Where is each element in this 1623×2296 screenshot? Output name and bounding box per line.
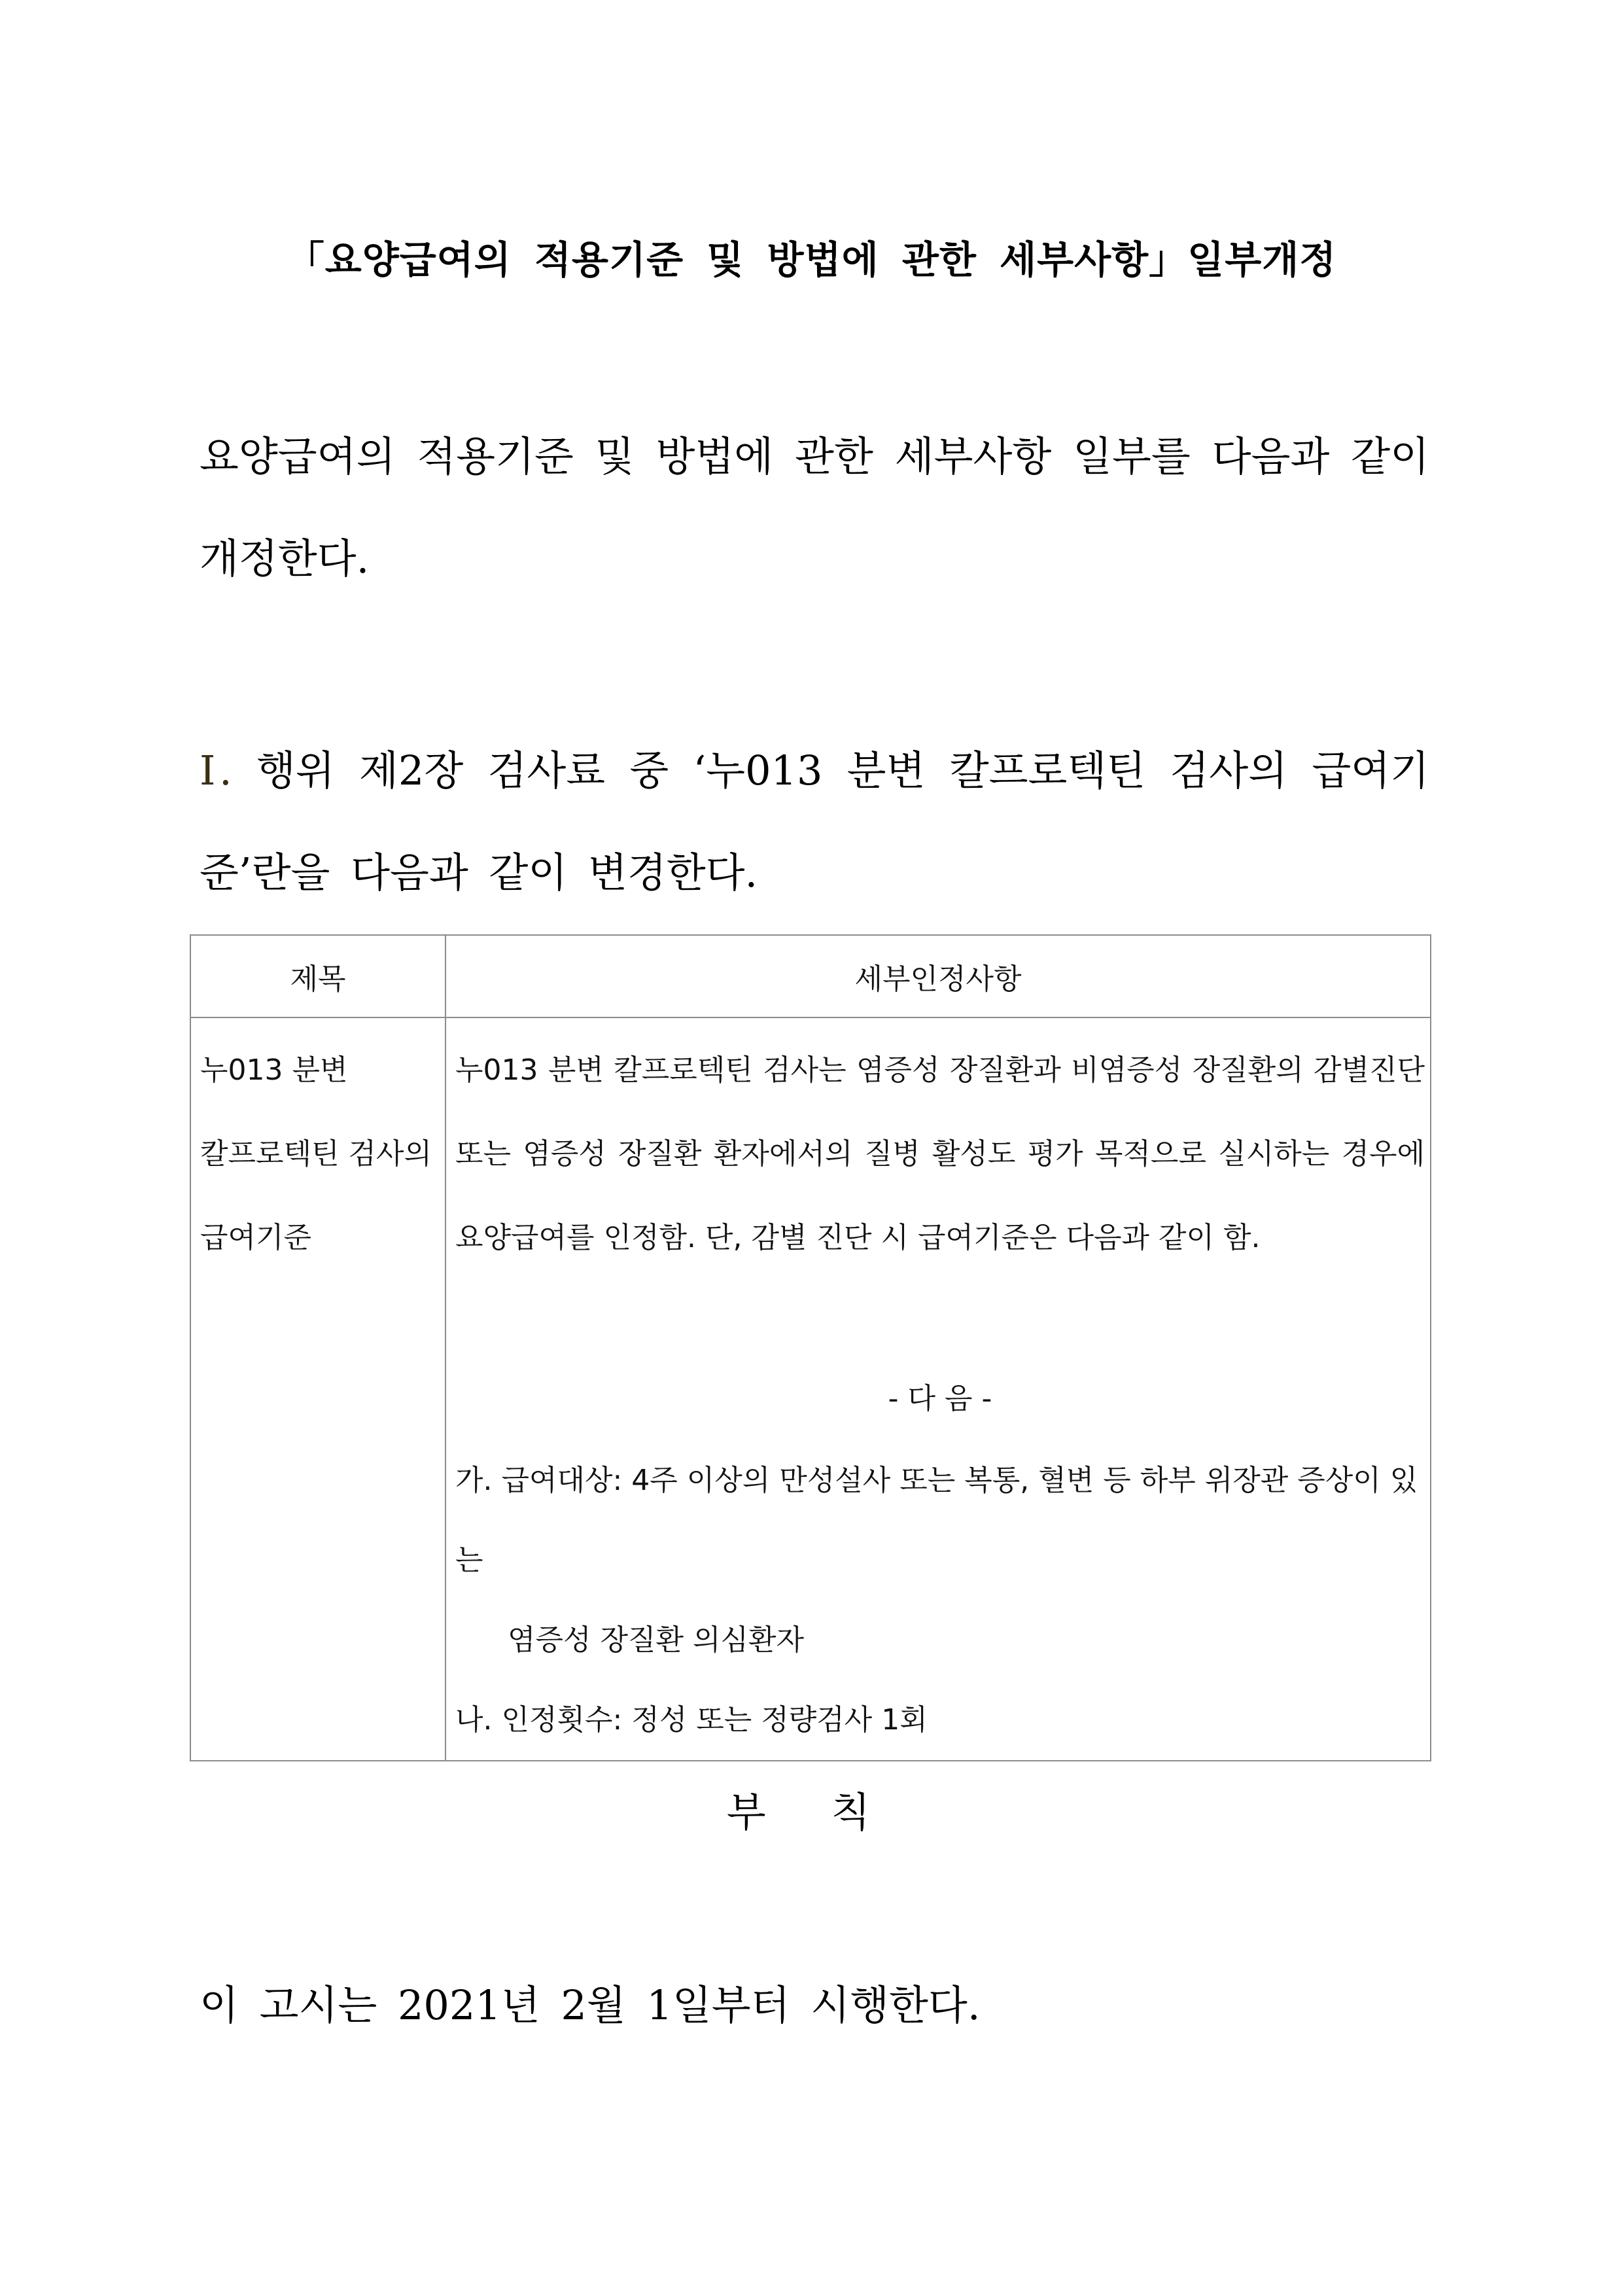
header-title: 제목 [290,963,346,996]
item-a-continuation: 염증성 장질환 의심환자 [508,1623,805,1657]
header-details-cell [445,935,1431,1017]
page-title: 「요양급여의 적용기준 및 방법에 관한 세부사항」일부개정 [286,238,1337,282]
row-title-line: 급여기준 [200,1221,312,1254]
addendum-heading: 부 칙 [726,1788,897,1836]
table-header-row [190,935,1431,1017]
amendment-table [190,934,1431,1761]
row-title-cell [190,1017,445,1761]
details-spacer [455,1280,1425,1357]
item-b: 나. 인정횟수: 정성 또는 정량검사 1회 [455,1703,928,1737]
row-details-cell [445,1017,1431,1761]
header-title-cell [190,935,445,1017]
section-text: 행위 제2장 검사료 중 ‘누013 분변 칼프로텍틴 검사의 급여기준’란을 다음과 같이 변경한다. [200,747,1429,896]
table-row [190,1017,1431,1761]
intro-paragraph: 요양급여의 적용기준 및 방법에 관한 세부사항 일부를 다음과 같이 개정한다. [200,433,1429,582]
closing-statement: 이 고시는 2021년 2월 1일부터 시행한다. [200,1981,981,2029]
row-title-line: 누013 분변 [200,1053,348,1087]
section-numeral: Ⅰ. [200,747,232,794]
details-body-text: 누013 분변 칼프로텍틴 검사는 염증성 장질환과 비염증성 장질환의 감별진단 또는 염증성 장질환 환자에서의 질병 활성도 평가 목적으로 실시하는 경우에 요양급여를 인정함. 단, 감별 진단 시 급여기준은 다음과 같이 함. [455,1053,1425,1254]
item-a: 가. 급여대상: 4주 이상의 만성설사 또는 복통, 혈변 등 하부 위장관 증상이 있는 [455,1464,1418,1577]
header-details: 세부인정사항 [854,963,1022,996]
section-paragraph [200,720,1429,924]
row-title-line: 칼프로텍틴 검사의 [200,1137,432,1171]
next-label: - 다 음 - [888,1382,992,1415]
